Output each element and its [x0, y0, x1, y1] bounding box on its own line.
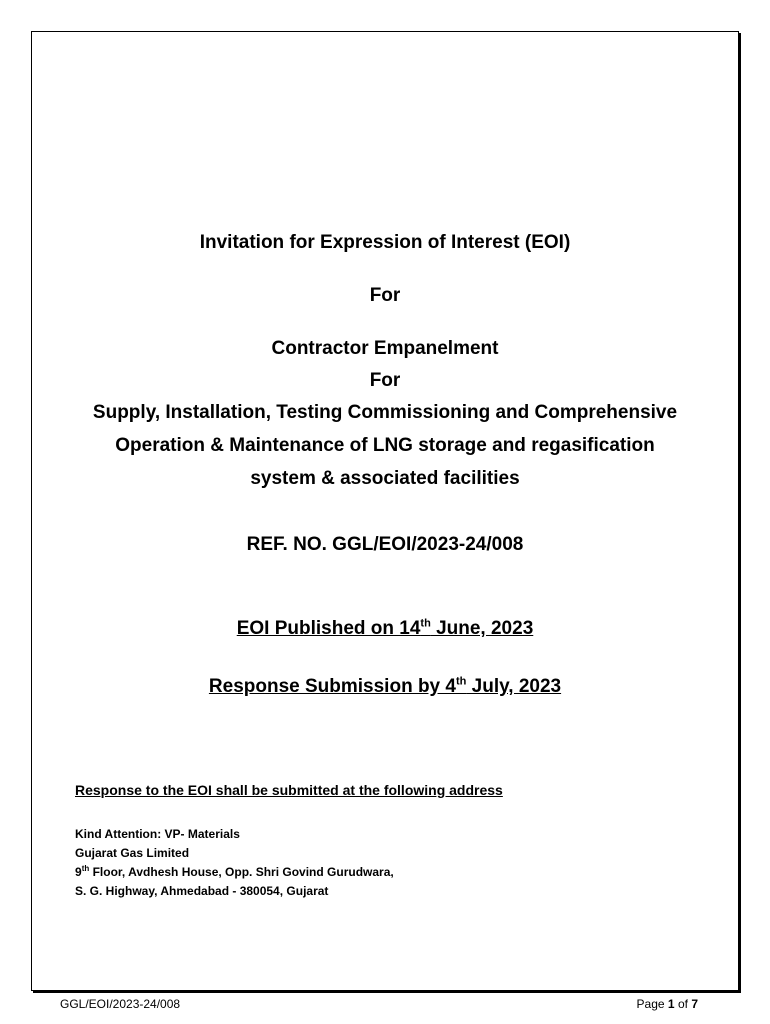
- address-floor-ordinal: th: [81, 864, 90, 873]
- address-attention: Kind Attention: VP- Materials: [75, 827, 240, 841]
- published-suffix: June, 2023: [430, 618, 534, 639]
- title-scope-line-1: Supply, Installation, Testing Commissioning and Comprehensive: [92, 402, 678, 423]
- page-current: 1: [667, 997, 675, 1011]
- address-city: S. G. Highway, Ahmedabad - 380054, Gujarat: [75, 884, 329, 898]
- page-total: 7: [691, 997, 698, 1011]
- address-floor: [75, 864, 394, 880]
- address-floor-number: 9: [75, 865, 82, 879]
- address-floor-rest: Floor, Avdhesh House, Opp. Shri Govind Gurudwara,: [89, 865, 394, 879]
- response-submission-date: [31, 675, 739, 699]
- published-prefix: EOI Published on 14: [236, 618, 421, 639]
- document-title: Invitation for Expression of Interest (EOI): [199, 232, 571, 253]
- page-of: of: [677, 997, 688, 1011]
- address-company: Gujarat Gas Limited: [75, 846, 190, 860]
- reference-number: REF. NO. GGL/EOI/2023-24/008: [246, 534, 524, 555]
- submission-ordinal: th: [455, 675, 467, 688]
- footer-doc-ref: GGL/EOI/2023-24/008: [60, 997, 181, 1011]
- submission-suffix: July, 2023: [466, 676, 562, 697]
- footer-page-number: [637, 997, 698, 1011]
- published-ordinal: th: [420, 617, 431, 630]
- title-scope-line-2: Operation & Maintenance of LNG storage and regasification: [115, 435, 655, 456]
- title-for-1: For: [369, 285, 401, 306]
- title-contractor-empanelment: Contractor Empanelment: [271, 338, 499, 359]
- page-word: Page: [636, 997, 665, 1011]
- submission-prefix: Response Submission by 4: [208, 676, 456, 697]
- title-for-2: For: [369, 370, 401, 391]
- title-scope-line-3: system & associated facilities: [250, 468, 520, 489]
- address-heading: Response to the EOI shall be submitted at the following address: [75, 782, 503, 798]
- eoi-published-date: [31, 617, 739, 641]
